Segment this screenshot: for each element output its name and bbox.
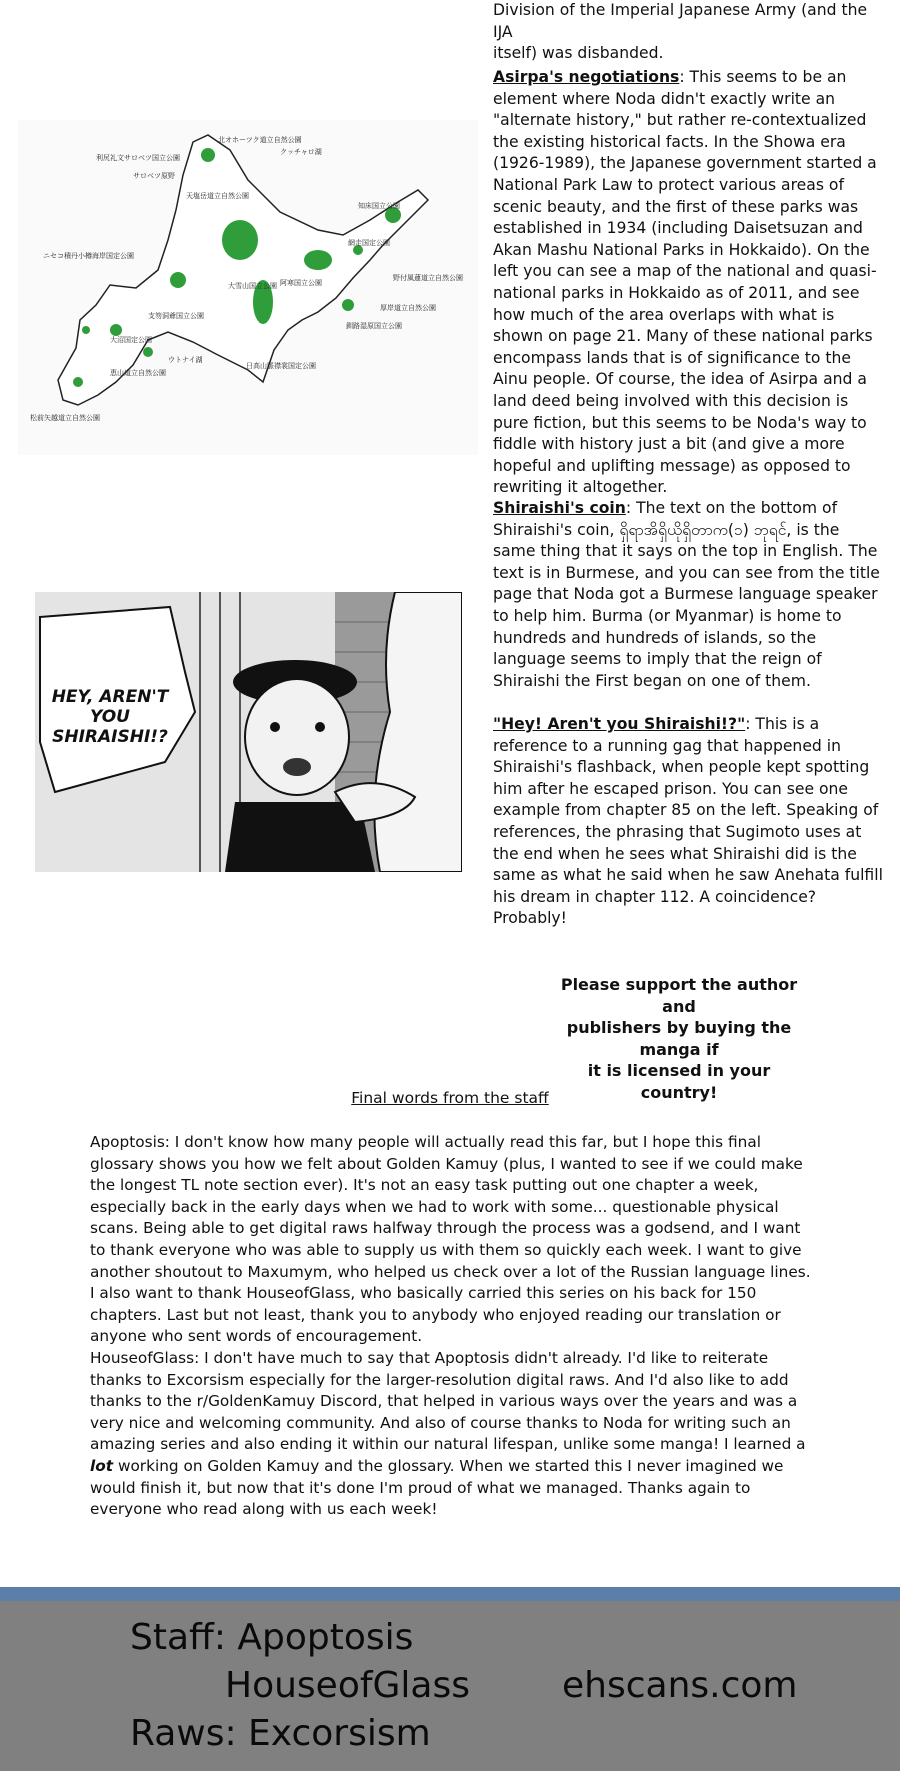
park-area	[73, 377, 83, 387]
map-label: 知床国立公園	[358, 202, 400, 210]
map-label: 大沼国定公園	[110, 336, 152, 344]
officer-face	[245, 679, 349, 795]
support-line: it is licensed in your country!	[587, 1061, 771, 1102]
site-url[interactable]: ehscans.com	[562, 1665, 798, 1706]
coin-text: : The text on the bottom of Shiraishi's coin, ရှိရာအိရှိယိုရှိတာက(၁) ဘုရင်, is the same thing that it says on the top in English. The text is in Burmese, and you can see from the title page that Noda got a Burmese language speaker to help him. Burma (or Myanmar) is home to hundreds and hundreds of islands, so the language seems to imply that the reign of Shiraishi the First began on one of them.	[493, 499, 880, 690]
map-label: 網走国定公園	[348, 239, 390, 247]
map-label: 厚岸道立自然公園	[380, 304, 436, 312]
apoptosis-text: Apoptosis: I don't know how many people will actually read this far, but I hope this final glossary shows you how we felt about Golden Kamuy (plus, I wanted to see if we could make the longest TL note section ever). It's not an easy task putting out one chapter a week, especially back in the early days when we had to work with some... questionable physical scans. Being able to get digital raws halfway through the process was a godsend, and I want to thank everyone who was able to supply us with them so quickly each week. I want to give another shoutout to Maxumym, who helped us check over a lot of the Russian language lines. I also want to thank HouseofGlass, who basically carried this series on his back for 150 chapters. Last but not least, thank you to anybody who enjoyed reading our translation or anyone who sent words of encouragement.	[90, 1133, 811, 1346]
coin-heading: Shiraishi's coin	[493, 499, 626, 517]
intro-text	[493, 0, 885, 65]
park-area	[304, 250, 332, 270]
map-label: 大雪山国立公園	[228, 282, 277, 290]
support-line: publishers by buying the manga if	[566, 1018, 792, 1059]
speech-text: HEY, AREN'T YOU SHIRAISHI!?	[51, 687, 169, 747]
map-label: クッチャロ湖	[280, 148, 322, 156]
support-note	[548, 974, 810, 1103]
raws-credit: Raws: Excorsism	[130, 1713, 431, 1754]
character-silhouette	[374, 592, 462, 872]
park-area	[201, 148, 215, 162]
asirpa-heading: Asirpa's negotiations	[493, 68, 680, 86]
map-label: 北オホーツク道立自然公園	[218, 136, 302, 144]
houseofglass-note	[90, 1348, 818, 1521]
asirpa-text: : This seems to be an element where Noda didn't exactly write an "alternate history," but rather re-contextualized the existing historical facts. In the Showa era (1926-1989), the Japanese government started a National Park Law to protect various areas of scenic beauty, and the first of these parks was established in 1934 (including Daisetsuzan and Akan Mashu National Parks in Hokkaido). On the left you can see a map of the national and quasi-national parks in Hokkaido as of 2011, and see how much of the area overlaps with what is shown on page 21. Many of these national parks encompass lands that is of significance to the Ainu people. Of course, the idea of Asirpa and a land deed being involved with this decision is pure fiction, but this seems to be Noda's way to fiddle with history just a bit (and give a more hopeful and uplifting message) as opposed to rewriting it altogether.	[493, 68, 877, 497]
staff-credit: Staff: Apoptosis	[130, 1617, 414, 1658]
park-area	[222, 220, 258, 260]
footer-accent-bar	[0, 1587, 900, 1601]
park-area	[170, 272, 186, 288]
map-label: ニセコ積丹小樽海岸国定公園	[43, 252, 134, 260]
houseofglass-text-end: working on Golden Kamuy and the glossary. When we started this I never imagined we would finish it, but now that it's done I'm proud of what we managed. Thanks again to everyone who read along with us each week!	[90, 1456, 784, 1519]
map-label: 日高山脈襟裳国定公園	[246, 362, 316, 370]
houseofglass-text: HouseofGlass: I don't have much to say that Apoptosis didn't already. I'd like to reiterate thanks to Excorsism especially for the larger-resolution digital raws. And I'd also like to add thanks to the r/GoldenKamuy Discord, that helped in various ways over the years and was a very nice and welcoming community. And also of course thanks to Noda for writing such an amazing series and also ending it within our natural lifespan, unlike some manga! I learned a	[90, 1349, 806, 1454]
map-label: 松前矢越道立自然公園	[30, 414, 100, 422]
map-label: 釧路湿原国立公園	[346, 322, 402, 330]
asirpa-paragraph	[493, 67, 885, 499]
map-label: ウトナイ湖	[168, 356, 203, 364]
coin-paragraph	[493, 498, 885, 692]
hey-text: : This is a reference to a running gag that happened in Shiraishi's flashback, when people kept spotting him after he escaped prison. You can see one example from chapter 85 on the left. Speaking of references, the phrasing that Sugimoto uses at the end when he sees what Shiraishi did is the same as what he said when he saw Anehata fulfill his dream in chapter 112. A coincidence? Probably!	[493, 715, 883, 928]
map-label: 野付風蓮道立自然公園	[393, 274, 463, 282]
hey-paragraph	[493, 714, 885, 930]
hey-heading: "Hey! Aren't you Shiraishi!?"	[493, 715, 746, 733]
map-label: 阿寒国立公園	[280, 279, 322, 287]
map-label: 天塩岳道立自然公園	[186, 192, 249, 200]
support-line: Please support the author and	[560, 975, 798, 1016]
map-illustration	[18, 120, 478, 455]
intro-line: Division of the Imperial Japanese Army (and the IJA	[493, 1, 868, 41]
intro-line: itself) was disbanded.	[493, 44, 664, 63]
manga-panel	[35, 592, 462, 872]
map-label: サロベツ原野	[133, 172, 175, 180]
hokkaido-parks-map	[18, 120, 478, 455]
map-label: 恵山道立自然公園	[110, 369, 166, 377]
apoptosis-note	[90, 1132, 818, 1348]
final-words-title: Final words from the staff	[351, 1089, 549, 1107]
credits-footer	[0, 1601, 900, 1771]
staff-credit-second: HouseofGlass	[225, 1665, 470, 1706]
park-area	[82, 326, 90, 334]
park-area	[342, 299, 354, 311]
hokkaido-outline	[58, 135, 428, 405]
park-area	[110, 324, 122, 336]
houseofglass-emphasis: lot	[90, 1456, 114, 1475]
park-area	[143, 347, 153, 357]
map-label: 利尻礼文サロベツ国立公園	[96, 154, 180, 162]
map-label: 支笏洞爺国立公園	[148, 312, 204, 320]
